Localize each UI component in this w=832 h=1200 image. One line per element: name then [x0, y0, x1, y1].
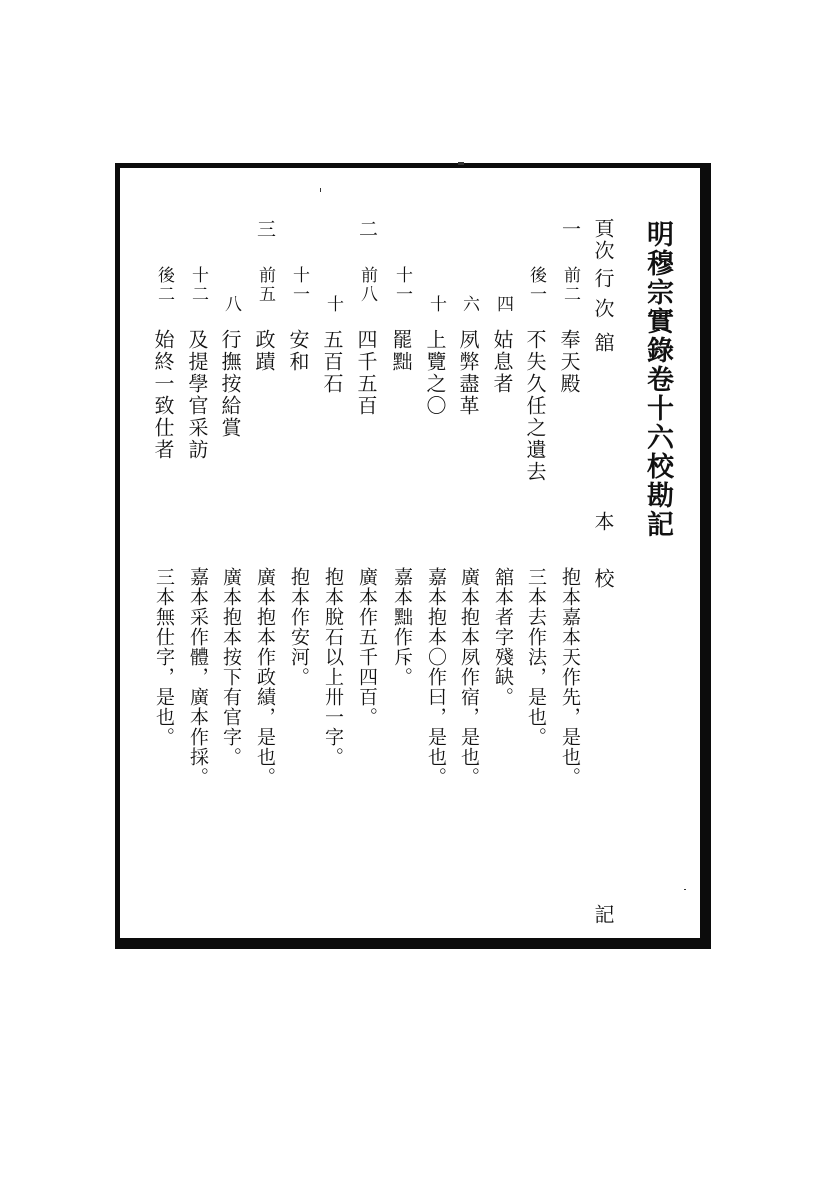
entry-note: 三本無仕字，是也。 — [153, 567, 175, 747]
entry-note: 抱本脫石以上卅一字。 — [322, 567, 344, 767]
entry-line: 十一 — [392, 266, 412, 304]
entry-line: 十一 — [289, 266, 309, 304]
entry-note: 抱本作安河。 — [288, 567, 310, 687]
entry-text: 四千五百 — [354, 329, 378, 417]
entry-line: 八 — [221, 295, 241, 314]
entry-line: 前二 — [560, 266, 580, 304]
entry-text: 姑息者 — [490, 329, 514, 395]
entry-line: 十 — [426, 295, 446, 314]
print-speck — [684, 889, 686, 890]
entry-note: 嘉本抱本〇作曰，是也。 — [425, 567, 447, 787]
header-ji: 記 — [591, 904, 615, 926]
entry-text: 行撫按給賞 — [218, 329, 242, 439]
entry-note: 廣本抱本作政績，是也。 — [254, 567, 276, 787]
entry-note: 廣本抱本按下有官字。 — [220, 567, 242, 767]
entry-text: 始終一致仕者 — [151, 329, 175, 461]
entry-note: 抱本嘉本天作先，是也。 — [559, 567, 581, 787]
entry-text: 罷黜 — [389, 329, 413, 373]
entry-text: 上覽之〇 — [423, 329, 447, 417]
entry-text: 及提學官采訪 — [185, 329, 209, 461]
entry-text: 夙弊盡革 — [456, 329, 480, 417]
entry-text: 奉天殿 — [557, 329, 581, 395]
entry-page: 三 — [254, 219, 276, 240]
entry-line: 四 — [493, 295, 513, 314]
entry-line: 前五 — [255, 266, 275, 304]
entry-note: 嘉本黜作斥。 — [391, 567, 413, 687]
entry-text: 政蹟 — [252, 329, 276, 373]
entry-line: 後二 — [154, 266, 174, 304]
document-title: 明穆宗實錄卷十六校勘記 — [642, 220, 673, 539]
header-page-line: 頁次 — [591, 218, 615, 262]
entry-note: 廣本抱本夙作宿，是也。 — [458, 567, 480, 787]
entry-line: 前八 — [357, 266, 377, 304]
entry-text: 不失久任之遺去 — [523, 329, 547, 483]
print-speck — [320, 188, 321, 192]
header-line: 行 — [591, 268, 615, 290]
entry-line: 後一 — [526, 266, 546, 304]
entry-page: 一 — [559, 219, 581, 240]
entry-note: 舘本者字殘缺。 — [492, 567, 514, 707]
entry-page: 二 — [356, 219, 378, 240]
header-guan: 舘 — [591, 332, 615, 354]
entry-line: 六 — [459, 295, 479, 314]
entry-note: 廣本作五千四百。 — [356, 567, 378, 727]
print-speck — [458, 162, 464, 165]
header-order: 次 — [591, 298, 615, 320]
entry-note: 嘉本采作體，廣本作採。 — [187, 567, 209, 787]
entry-line: 十二 — [188, 266, 208, 304]
entry-note: 三本去作法，是也。 — [525, 567, 547, 747]
entry-line: 十 — [323, 295, 343, 314]
entry-text: 五百石 — [320, 329, 344, 395]
entry-text: 安和 — [286, 329, 310, 373]
header-jiao: 校 — [591, 568, 615, 590]
header-ben: 本 — [591, 511, 615, 533]
